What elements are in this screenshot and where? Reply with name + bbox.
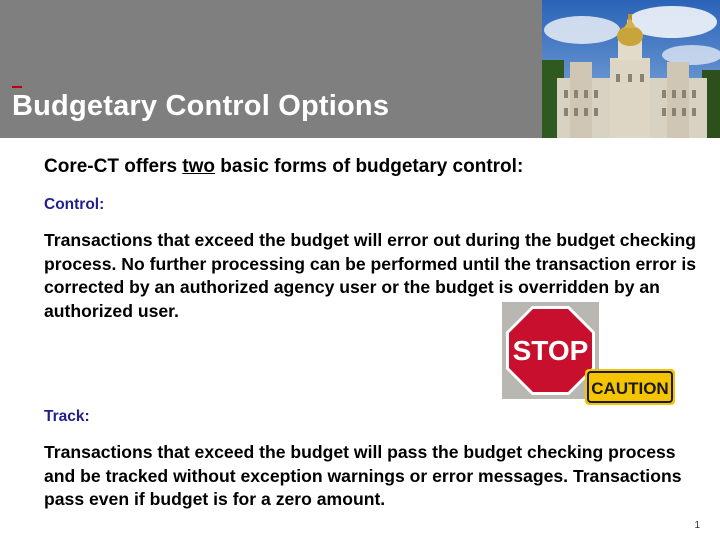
capitol-building-photo <box>542 0 720 138</box>
intro-text-start: Core-CT offers <box>44 156 183 177</box>
intro-emphasis: two <box>182 156 216 177</box>
stop-sign-text: STOP <box>512 335 589 366</box>
page-number: 1 <box>694 520 700 531</box>
track-description: Transactions that exceed the budget will pass the budget checking process and be tracked without exception warnings or error messages. Transactions pass even if budget is for a zero amount. <box>44 442 682 509</box>
title-accent-mark <box>12 86 22 88</box>
track-heading: Track: <box>44 408 90 425</box>
control-description: Transactions that exceed the budget will error out during the budget checking process. No further processing can be performed until the transaction error is corrected by an authorized agency user or the budget is overridden by an authorized user. <box>44 230 697 321</box>
slide-title: Budgetary Control Options <box>12 90 390 122</box>
caution-sign-text: CAUTION <box>591 379 669 398</box>
intro-text-end: basic forms of budgetary control: <box>215 156 524 177</box>
control-heading: Control: <box>44 196 105 213</box>
title-banner <box>0 0 542 138</box>
intro-sentence <box>44 156 704 178</box>
caution-sign-image <box>585 369 675 405</box>
